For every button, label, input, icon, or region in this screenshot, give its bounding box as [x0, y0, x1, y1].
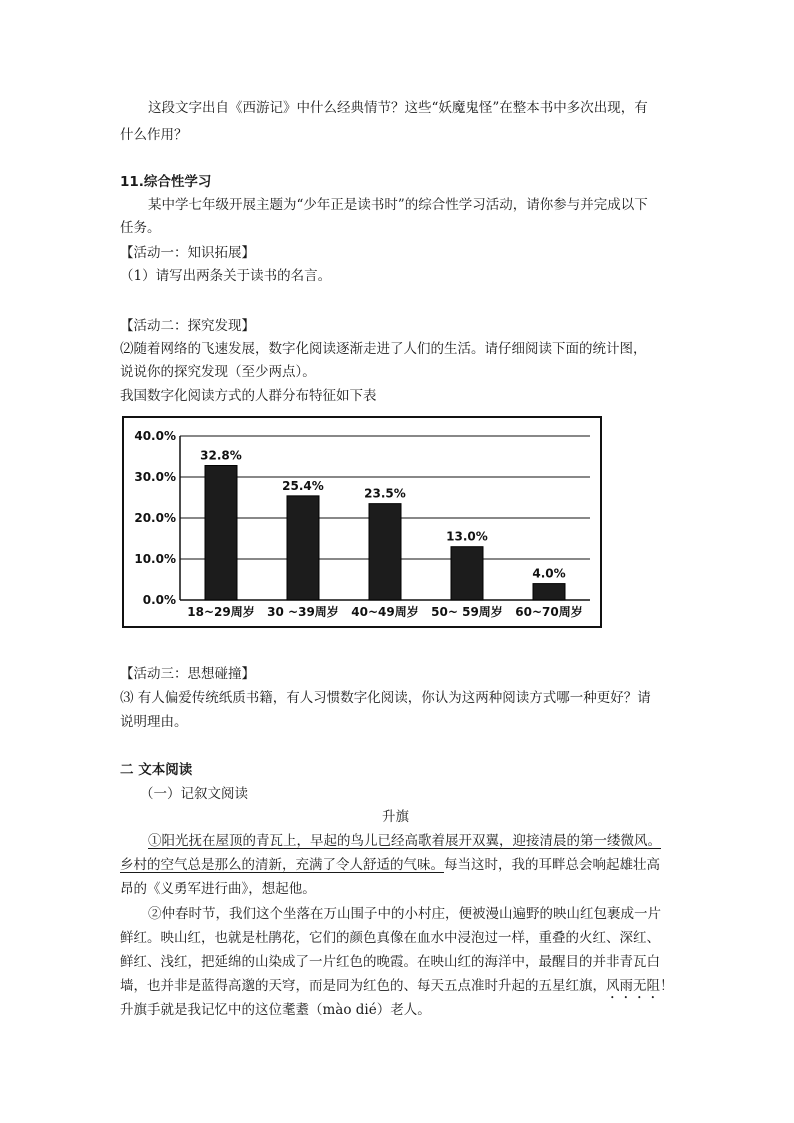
essay-p2-line-4 [120, 976, 674, 1002]
data-label: 4.0% [532, 566, 566, 581]
essay-p1-line-1: ①阳光抚在屋顶的青瓦上，早起的鸟儿已经高歌着展开双翼，迎接清晨的第一缕微风。 [148, 833, 661, 849]
bar [533, 584, 565, 600]
essay-p2-line-4-a: 墙，也并非是蓝得高邈的天穹，而是同为红色的、每天五点准时升起的五星红旗， [120, 978, 606, 994]
q11-intro-2: 任务。 [120, 220, 161, 236]
x-tick-label: 60~70周岁 [515, 605, 583, 619]
essay-p2-line-2: 鲜红。映山红，也就是杜鹃花，它们的颜色真像在血水中浸泡过一样，重叠的火红、深红、 [120, 930, 660, 946]
bar [205, 466, 237, 600]
q10-line-1: 这段文字出自《西游记》中什么经典情节？这些“妖魔鬼怪”在整本书中多次出现，有 [148, 100, 648, 116]
activity-3-title: 【活动三：思想碰撞】 [120, 666, 255, 682]
essay-p2-line-5: 升旗手就是我记忆中的这位耄耋（mào dié）老人。 [120, 1002, 431, 1018]
q11-title: 11.综合性学习 [120, 174, 212, 190]
essay-p2-emphasis: 风雨无阻 [606, 978, 660, 994]
essay-p1-rest: 每当这时，我的耳畔总会响起雄壮高 [444, 857, 660, 873]
activity-2-question-2: 说说你的探究发现（至少两点）。 [120, 364, 316, 380]
bar [287, 496, 319, 600]
y-tick-label: 40.0% [134, 429, 176, 443]
essay-title: 升旗 [382, 809, 409, 825]
essay-p2-line-3: 鲜红、浅红，把延绵的山染成了一片红色的晚霞。在映山红的海洋中，最醒目的并非青瓦白 [120, 954, 660, 970]
data-label: 32.8% [200, 448, 242, 463]
data-label: 13.0% [446, 529, 488, 544]
data-label: 23.5% [364, 486, 406, 501]
chart-caption: 我国数字化阅读方式的人群分布特征如下表 [120, 388, 377, 404]
q10-line-2: 什么作用？ [120, 127, 188, 143]
activity-3-question-1: ⑶ 有人偏爱传统纸质书籍，有人习惯数字化阅读，你认为这两种阅读方式哪一种更好？请 [120, 690, 651, 706]
bar [369, 504, 401, 600]
x-tick-label: 30 ~39周岁 [267, 605, 339, 619]
y-tick-label: 30.0% [134, 470, 176, 484]
essay-p1-line-2 [120, 855, 660, 875]
q11-intro-1: 某中学七年级开展主题为“少年正是读书时”的综合性学习活动，请你参与并完成以下 [148, 197, 648, 213]
essay-p1-line-3: 昂的《义勇军进行曲》，想起他。 [120, 881, 316, 897]
bar-chart-svg [124, 418, 600, 626]
essay-p2-line-4-c: ！ [660, 978, 674, 994]
section-2-subtitle: （一）记叙文阅读 [140, 786, 248, 802]
bar-chart [122, 416, 602, 628]
bar [451, 547, 483, 600]
x-tick-label: 18~29周岁 [187, 605, 255, 619]
activity-1-question: （1）请写出两条关于读书的名言。 [120, 268, 332, 284]
activity-2-title: 【活动二：探究发现】 [120, 318, 255, 334]
data-label: 25.4% [282, 478, 324, 493]
y-tick-label: 20.0% [134, 511, 176, 525]
essay-p2-line-1: ②仲春时节，我们这个坐落在万山围子中的小村庄，便被漫山遍野的映山红包裹成一片 [148, 906, 661, 922]
essay-p1-underlined: 乡村的空气总是那么的清新，充满了令人舒适的气味。 [120, 857, 444, 873]
section-2-title: 二 文本阅读 [120, 762, 193, 778]
activity-1-title: 【活动一：知识拓展】 [120, 245, 255, 261]
y-tick-label: 0.0% [142, 593, 176, 607]
y-tick-label: 10.0% [134, 552, 176, 566]
activity-2-question-1: ⑵随着网络的飞速发展，数字化阅读逐渐走进了人们的生活。请仔细阅读下面的统计图， [120, 341, 647, 357]
activity-3-question-2: 说明理由。 [120, 714, 188, 730]
x-tick-label: 40~49周岁 [351, 605, 419, 619]
x-tick-label: 50~ 59周岁 [431, 605, 503, 619]
